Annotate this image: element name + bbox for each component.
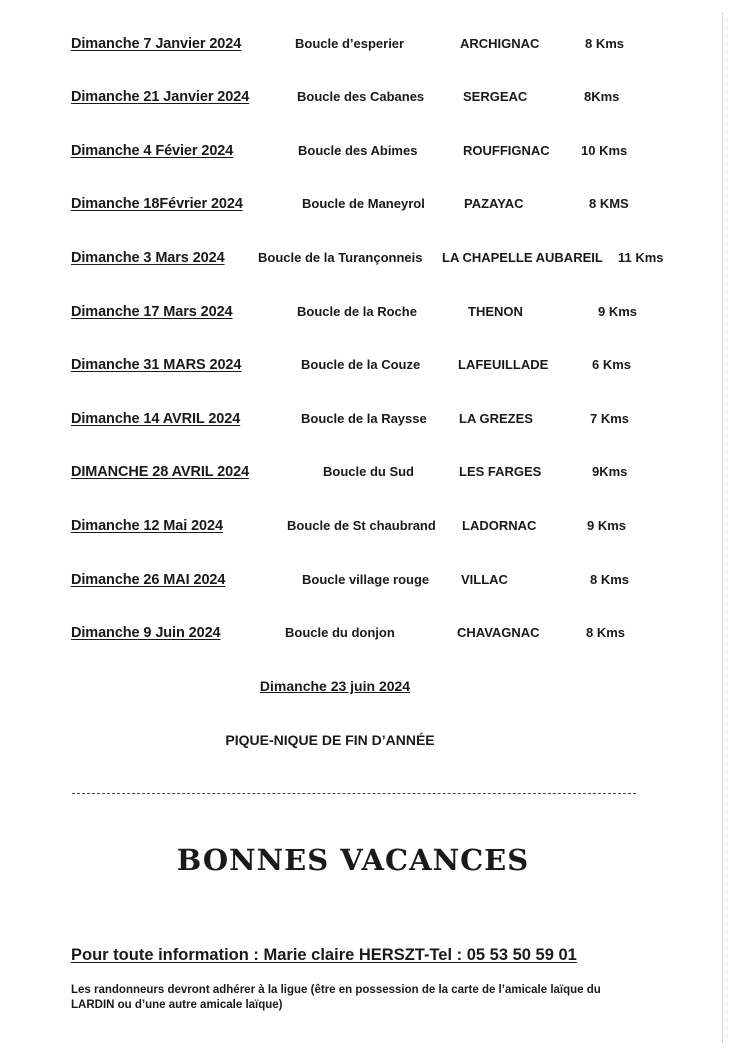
row-loop: Boucle des Cabanes: [297, 89, 425, 104]
row-date: Dimanche 9 Juin 2024: [71, 625, 221, 641]
row-distance: 10 Kms: [581, 143, 628, 158]
schedule-row: [0, 357, 737, 377]
row-loop: Boucle de la Raysse: [301, 411, 427, 426]
row-distance: 8 KMS: [589, 196, 629, 211]
row-date: Dimanche 3 Mars 2024: [71, 250, 225, 266]
row-date: Dimanche 21 Janvier 2024: [71, 89, 250, 105]
dashed-divider: [72, 793, 636, 794]
row-date: Dimanche 31 MARS 2024: [71, 357, 242, 373]
row-loop: Boucle de St chaubrand: [287, 518, 436, 533]
row-place: SERGEAC: [463, 89, 528, 104]
row-place: ROUFFIGNAC: [463, 143, 550, 158]
row-distance: 7 Kms: [590, 411, 630, 426]
row-distance: 6 Kms: [592, 357, 632, 372]
schedule-row: [0, 196, 737, 216]
row-distance: 8 Kms: [585, 36, 625, 51]
row-distance: 11 Kms: [618, 250, 664, 265]
row-distance: 9Kms: [592, 464, 628, 479]
contact-info: Pour toute information : Marie claire HERSZT-Tel : 05 53 50 59 01: [71, 946, 577, 964]
row-date: Dimanche 14 AVRIL 2024: [71, 411, 241, 427]
row-distance: 8 Kms: [586, 625, 626, 640]
membership-note: Les randonneurs devront adhérer à la ligue (être en possession de la carte de l’amicale laïque du LARDIN ou d’une autre amicale laïque): [71, 984, 601, 1011]
schedule-row: [0, 250, 737, 270]
final-event-date: Dimanche 23 juin 2024: [259, 678, 411, 694]
schedule-row: [0, 625, 737, 645]
row-place: THENON: [468, 304, 523, 319]
row-place: CHAVAGNAC: [457, 625, 540, 640]
row-distance: 8Kms: [584, 89, 620, 104]
row-place: LES FARGES: [459, 464, 542, 479]
row-date: Dimanche 7 Janvier 2024: [71, 36, 242, 52]
row-loop: Boucle du donjon: [285, 625, 395, 640]
row-loop: Boucle de Maneyrol: [302, 196, 425, 211]
row-loop: Boucle de la Couze: [301, 357, 421, 372]
final-event-label: PIQUE-NIQUE DE FIN D’ANNÉE: [225, 732, 435, 748]
row-date: Dimanche 18Février 2024: [71, 196, 243, 212]
row-place: LA GREZES: [459, 411, 533, 426]
row-place: LA CHAPELLE AUBAREIL: [442, 250, 603, 265]
row-loop: Boucle village rouge: [302, 572, 430, 587]
row-date: DIMANCHE 28 AVRIL 2024: [71, 464, 250, 480]
row-date: Dimanche 17 Mars 2024: [71, 304, 233, 320]
row-date: Dimanche 26 MAI 2024: [71, 572, 226, 588]
row-place: LAFEUILLADE: [458, 357, 549, 372]
row-loop: Boucle du Sud: [323, 464, 414, 479]
row-loop: Boucle des Abimes: [298, 143, 418, 158]
closing-title: BONNES VACANCES: [176, 843, 530, 877]
schedule-row: [0, 464, 737, 484]
row-loop: Boucle de la Roche: [297, 304, 417, 319]
row-date: Dimanche 4 Févier 2024: [71, 143, 234, 159]
schedule-row: [0, 36, 737, 56]
row-place: PAZAYAC: [464, 196, 524, 211]
row-date: Dimanche 12 Mai 2024: [71, 518, 223, 534]
schedule-row: [0, 518, 737, 538]
row-place: VILLAC: [461, 572, 508, 587]
schedule-row: [0, 304, 737, 324]
row-loop: Boucle d’esperier: [295, 36, 405, 51]
row-place: LADORNAC: [462, 518, 537, 533]
row-distance: 8 Kms: [590, 572, 630, 587]
row-loop: Boucle de la Turançonneis: [258, 250, 423, 265]
schedule-row: [0, 89, 737, 109]
schedule-row: [0, 411, 737, 431]
schedule-row: [0, 143, 737, 163]
schedule-row: [0, 572, 737, 592]
row-place: ARCHIGNAC: [460, 36, 540, 51]
row-distance: 9 Kms: [598, 304, 638, 319]
row-distance: 9 Kms: [587, 518, 627, 533]
